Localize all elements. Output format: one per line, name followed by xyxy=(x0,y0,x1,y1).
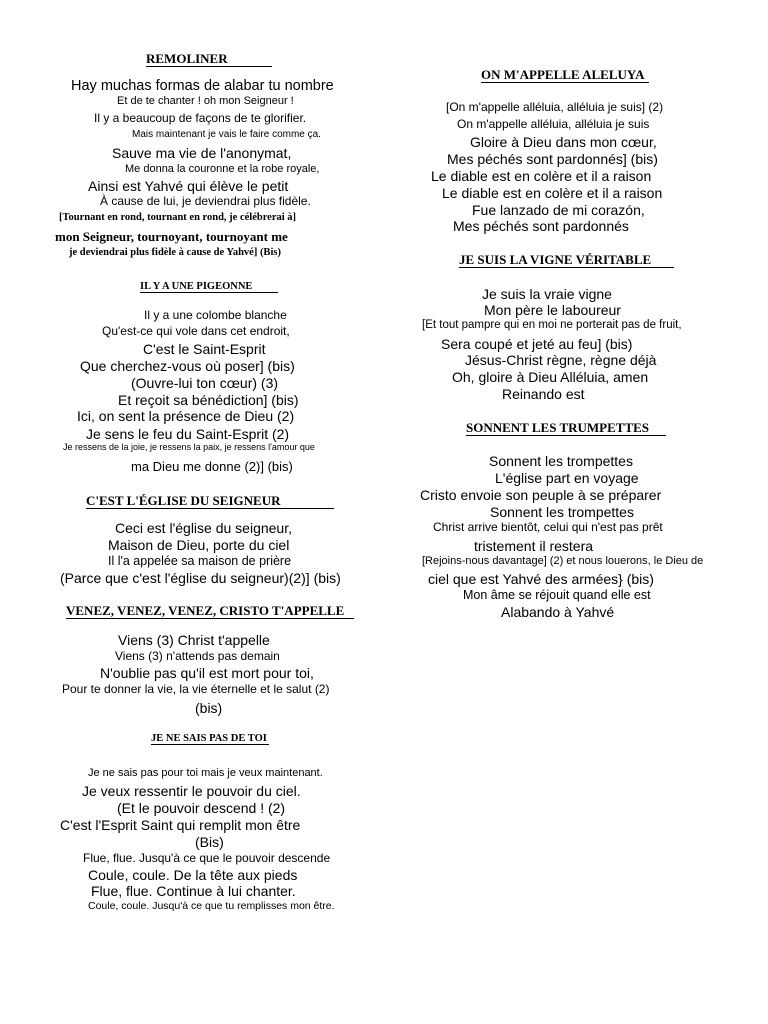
song-title-trumpettes: SONNENT LES TRUMPETTES xyxy=(466,421,666,436)
lyric-line: [Rejoins-nous davantage] (2) et nous louerons, le Dieu de xyxy=(422,555,704,567)
lyric-line: Il y a une colombe blanche xyxy=(144,308,287,322)
song-title-aleluya: ON M'APPELLE ALELUYA xyxy=(481,68,649,83)
lyric-line: Ainsi est Yahvé qui élève le petit xyxy=(88,178,289,194)
lyric-line: Maison de Dieu, porte du ciel xyxy=(108,537,290,553)
lyric-line: Je ressens de la joie, je ressens la paix, je ressens l'amour que xyxy=(63,442,315,452)
lyric-line: Coule, coule. Jusqu'à ce que tu remplisses mon être. xyxy=(88,900,335,912)
song-title-vigne: JE SUIS LA VIGNE VÉRITABLE xyxy=(459,253,674,268)
lyric-line: C'est le Saint-Esprit xyxy=(143,341,266,357)
lyric-line: mon Seigneur, tournoyant, tournoyant me xyxy=(55,229,288,244)
lyric-line: Qu'est-ce qui vole dans cet endroit, xyxy=(102,324,290,338)
lyric-line: Viens (3) Christ t'appelle xyxy=(118,632,270,648)
lyric-line: Mais maintenant je vais le faire comme ça. xyxy=(132,129,321,140)
lyric-line: On m'appelle alléluia, alléluia je suis xyxy=(457,117,650,131)
lyric-line: Oh, gloire à Dieu Alléluia, amen xyxy=(452,369,649,385)
lyric-line: Sera coupé et jeté au feu] (bis) xyxy=(441,336,633,352)
lyric-line: (Ouvre-lui ton cœur) (3) xyxy=(131,375,279,391)
lyric-line: Mon père le laboureur xyxy=(484,302,621,318)
lyric-line: Il l'a appelée sa maison de prière xyxy=(108,554,292,568)
lyric-line: Et reçoit sa bénédiction] (bis) xyxy=(118,392,299,408)
lyric-line: Je veux ressentir le pouvoir du ciel. xyxy=(82,783,301,799)
lyric-line: Le diable est en colère et il a raison xyxy=(442,185,663,201)
song-title-pigeonne: IL Y A UNE PIGEONNE xyxy=(140,281,278,293)
song-title-remoliner: REMOLINER xyxy=(146,52,272,67)
lyric-line: À cause de lui, je deviendrai plus fidèle. xyxy=(100,194,311,208)
lyric-line: Sonnent les trompettes xyxy=(489,453,633,469)
lyric-line: Je ne sais pas pour toi mais je veux maintenant. xyxy=(88,767,323,779)
lyric-line: Fue lanzado de mi corazón, xyxy=(472,202,645,218)
lyric-line: (Parce que c'est l'église du seigneur)(2)] (bis) xyxy=(60,570,341,586)
lyric-line: Ici, on sent la présence de Dieu (2) xyxy=(77,408,295,424)
lyric-line: Coule, coule. De la tête aux pieds xyxy=(88,867,298,883)
lyric-line: Mon âme se réjouit quand elle est xyxy=(463,588,651,602)
lyric-line: Ceci est l'église du seigneur, xyxy=(115,520,292,536)
lyric-line: Jésus-Christ règne, règne déjà xyxy=(465,352,657,368)
lyric-line: Je sens le feu du Saint-Esprit (2) xyxy=(86,426,290,442)
lyric-line: [Et tout pampre qui en moi ne porterait pas de fruit, xyxy=(422,319,682,331)
song-title-eglise: C'EST L'ÉGLISE DU SEIGNEUR xyxy=(86,494,334,509)
lyric-line: Cristo envoie son peuple à se préparer xyxy=(420,487,662,503)
lyric-line: Le diable est en colère et il a raison xyxy=(431,168,652,184)
lyric-line: Je suis la vraie vigne xyxy=(482,286,612,302)
lyric-line: ma Dieu me donne (2)] (bis) xyxy=(131,459,293,474)
lyric-line: ciel que est Yahvé des armées} (bis) xyxy=(428,571,654,587)
song-title-je-ne-sais: JE NE SAIS PAS DE TOI xyxy=(151,733,269,745)
lyric-line: L'église part en voyage xyxy=(495,470,639,486)
lyric-line: Pour te donner la vie, la vie éternelle et le salut (2) xyxy=(62,682,330,696)
lyric-line: Hay muchas formas de alabar tu nombre xyxy=(71,78,334,94)
lyric-line: Que cherchez-vous où poser] (bis) xyxy=(80,358,295,374)
lyric-line: (Et le pouvoir descend ! (2) xyxy=(117,800,286,816)
song-title-venez: VENEZ, VENEZ, VENEZ, CRISTO T'APPELLE xyxy=(66,604,354,619)
lyric-line: Flue, flue. Jusqu'à ce que le pouvoir descende xyxy=(83,851,331,865)
lyric-line: Mes péchés sont pardonnés xyxy=(453,218,629,234)
lyric-line: (Bis) xyxy=(195,834,224,850)
lyric-line: N'oublie pas qu'il est mort pour toi, xyxy=(100,665,314,681)
lyric-line: Il y a beaucoup de façons de te glorifier. xyxy=(94,111,307,125)
lyric-line: C'est l'Esprit Saint qui remplit mon être xyxy=(60,817,301,833)
lyric-line: Mes péchés sont pardonnés] (bis) xyxy=(447,151,658,167)
lyric-line: [Tournant en rond, tournant en rond, je célébrerai à] xyxy=(59,212,297,223)
lyric-line: Et de te chanter ! oh mon Seigneur ! xyxy=(117,95,294,107)
lyric-line: Reinando est xyxy=(502,386,585,402)
lyric-line: je deviendrai plus fidèle à cause de Yahvé] (Bis) xyxy=(69,247,281,258)
lyric-line: Viens (3) n'attends pas demain xyxy=(115,649,280,663)
lyric-line: (bis) xyxy=(195,700,223,716)
lyric-line: Me donna la couronne et la robe royale, xyxy=(125,163,320,175)
lyric-line: Sauve ma vie de l'anonymat, xyxy=(112,145,292,161)
lyric-line: Gloire à Dieu dans mon cœur, xyxy=(470,134,657,150)
lyric-line: Flue, flue. Continue à lui chanter. xyxy=(91,883,296,899)
lyric-line: Sonnent les trompettes xyxy=(490,504,634,520)
lyric-line: Christ arrive bientôt, celui qui n'est pas prêt xyxy=(433,520,663,534)
lyric-line: Alabando à Yahvé xyxy=(501,604,615,620)
lyric-line: tristement il restera xyxy=(474,538,594,554)
lyric-line: [On m'appelle alléluia, alléluia je suis] (2) xyxy=(446,100,664,114)
